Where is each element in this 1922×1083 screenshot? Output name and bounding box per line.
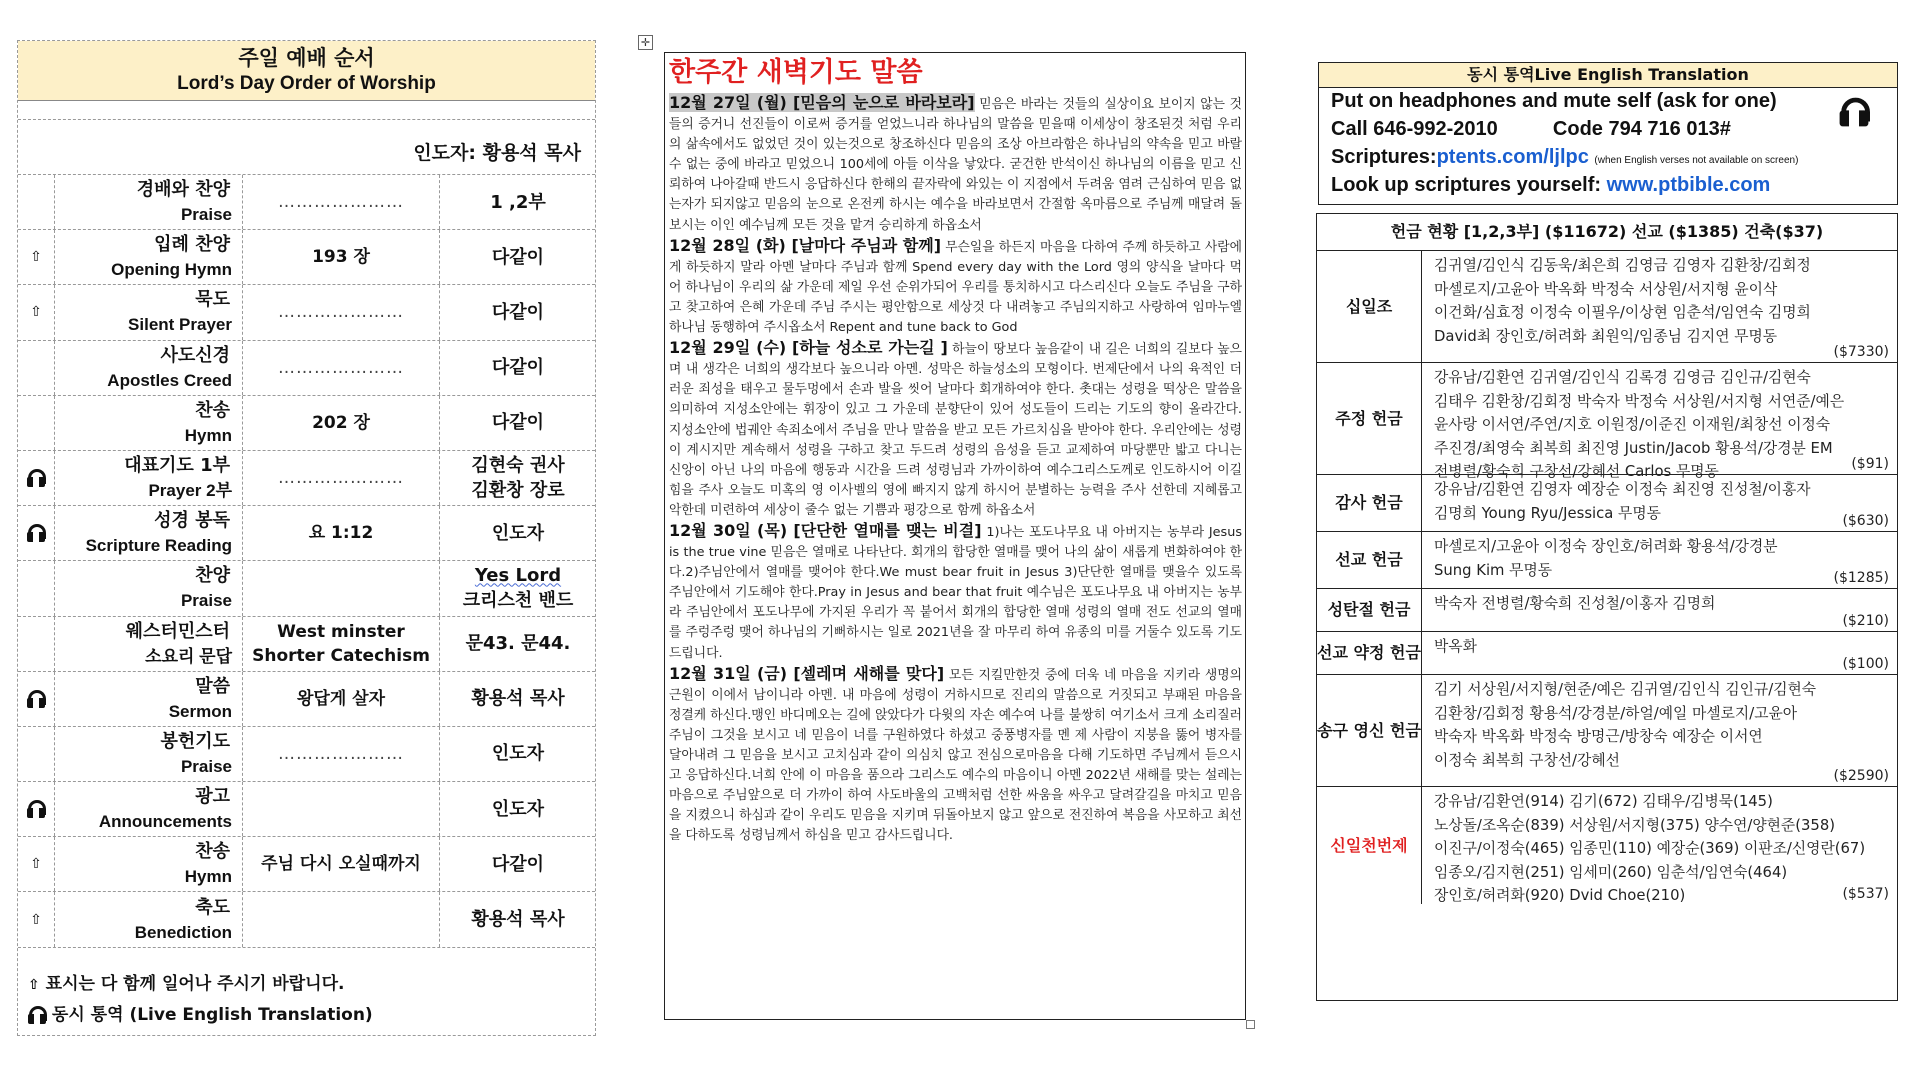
worship-item-name xyxy=(55,727,243,781)
worship-item-en: 소요리 문답 xyxy=(145,646,232,666)
offering-name-line: 마셀로지/고윤아 이정숙 장인호/허려화 황용석/강경분 xyxy=(1434,538,1778,555)
offering-amount: ($91) xyxy=(1851,456,1889,472)
translation-code: Code 794 716 013# xyxy=(1552,118,1731,140)
worship-item-en: Announcements xyxy=(98,812,232,832)
offering-row xyxy=(1317,251,1897,363)
offering-names xyxy=(1434,535,1889,582)
worship-item-en: Benediction xyxy=(134,922,232,942)
row-icon-cell xyxy=(18,285,55,339)
worship-item-name xyxy=(55,341,243,395)
live-translation-box xyxy=(1318,62,1898,205)
worship-item-en: Praise xyxy=(180,756,232,776)
offering-name-line: 이정숙 최복희 구창선/강혜선 xyxy=(1434,751,1620,769)
offering-amount: ($2590) xyxy=(1833,768,1889,784)
translation-call: Call 646-992-2010 xyxy=(1331,118,1498,140)
worship-title-en: Lord’s Day Order of Worship xyxy=(177,73,436,94)
worship-item-name xyxy=(55,892,243,946)
offering-names xyxy=(1434,592,1889,616)
worship-item-detail xyxy=(243,782,440,836)
worship-item-person xyxy=(440,782,596,836)
offering-names xyxy=(1434,478,1889,525)
worship-item-detail xyxy=(243,341,440,395)
offering-category: 신일천번제 xyxy=(1317,787,1422,904)
table-resize-handle[interactable] xyxy=(1246,1020,1255,1029)
worship-row xyxy=(18,341,595,396)
worship-item-name xyxy=(55,561,243,615)
worship-item-person xyxy=(440,561,596,615)
offering-amount: ($1285) xyxy=(1833,570,1889,586)
worship-item-person xyxy=(440,396,596,450)
worship-item-ko: 경배와 찬양 xyxy=(136,179,230,201)
prayer-days xyxy=(669,93,1242,846)
offering-category: 주정 헌금 xyxy=(1317,363,1422,474)
worship-item-en: Prayer 2부 xyxy=(148,481,232,501)
worship-detail-line: ………………… xyxy=(278,192,404,213)
worship-item-ko: 광고 xyxy=(195,786,230,808)
row-icon-cell xyxy=(18,175,55,229)
offering-name-line: 이건화/심효정 이정숙 이필우/이상현 임춘석/임연숙 김명희 xyxy=(1434,304,1811,321)
row-icon-cell xyxy=(18,341,55,395)
order-of-worship-panel xyxy=(17,40,596,1036)
offering-names xyxy=(1434,790,1889,908)
worship-item-name xyxy=(55,672,243,726)
offering-names xyxy=(1434,254,1889,348)
offering-name-line: 김귀열/김인식 김동욱/최은희 김영금 김영자 김환창/김회정 xyxy=(1434,257,1811,274)
worship-header xyxy=(18,41,595,101)
worship-person-line: Yes Lord xyxy=(474,565,562,587)
table-move-handle-icon[interactable]: ✛ xyxy=(638,35,653,50)
stand-up-icon: ⇧ xyxy=(28,977,40,993)
offering-name-line: 김명희 Young Ryu/Jessica 무명동 xyxy=(1434,504,1661,522)
worship-item-ko: 성경 봉독 xyxy=(154,510,230,532)
translation-title: 동시 통역Live English Translation xyxy=(1319,63,1897,88)
row-icon-cell xyxy=(18,451,55,505)
offering-amount: ($537) xyxy=(1842,886,1889,902)
worship-leader: 인도자: 황용석 목사 xyxy=(18,119,595,175)
offering-name-line: 김환창/김회정 황용석/강경분/하얼/예일 마셀로지/고윤아 xyxy=(1434,704,1798,722)
worship-row xyxy=(18,230,595,285)
offering-category: 성탄절 헌금 xyxy=(1317,589,1422,631)
worship-item-person xyxy=(440,892,596,946)
worship-detail-line: West minster xyxy=(277,621,405,642)
headphones-icon xyxy=(27,799,45,819)
offering-row xyxy=(1317,475,1897,532)
worship-item-ko: 묵도 xyxy=(195,289,230,311)
worship-item-detail xyxy=(243,727,440,781)
offering-name-line: David최 장인호/허려화 최원익/임종님 김지연 무명동 xyxy=(1434,327,1778,345)
worship-person-line: 1 ,2부 xyxy=(490,191,546,213)
prayer-day xyxy=(669,664,1242,847)
worship-item-ko: 입례 찬양 xyxy=(154,234,230,256)
worship-row xyxy=(18,672,595,727)
offering-table xyxy=(1316,213,1898,1001)
worship-item-person xyxy=(440,617,596,671)
offering-category: 십일조 xyxy=(1317,251,1422,362)
offering-name-line: 노상돌/조옥순(839) 서상원/서지형(375) 양수연/양현준(358) xyxy=(1434,816,1836,834)
headphones-icon xyxy=(27,468,45,488)
worship-item-en: Sermon xyxy=(168,701,232,721)
worship-item-detail xyxy=(243,561,440,615)
offering-name-line: 장인호/허려화(920) Dvid Choe(210) xyxy=(1434,887,1686,904)
worship-item-detail xyxy=(243,285,440,339)
worship-person-line: 인도자 xyxy=(491,743,545,765)
offering-row xyxy=(1317,532,1897,589)
offering-names xyxy=(1434,635,1889,659)
worship-detail-line: ………………… xyxy=(278,357,404,378)
offering-name-line: Sung Kim 무명동 xyxy=(1434,561,1553,579)
stand-up-icon: ⇧ xyxy=(30,856,42,873)
translation-line1: Put on headphones and mute self (ask for one) xyxy=(1331,90,1777,112)
worship-item-en: Scripture Reading xyxy=(85,536,232,556)
translation-call-line xyxy=(1331,118,1731,141)
headphones-icon xyxy=(27,689,45,709)
worship-item-detail xyxy=(243,617,440,671)
offering-category: 감사 헌금 xyxy=(1317,475,1422,531)
prayer-day xyxy=(669,93,1242,236)
worship-row xyxy=(18,396,595,451)
worship-item-detail xyxy=(243,230,440,284)
worship-detail-line: ………………… xyxy=(278,468,404,489)
worship-item-detail xyxy=(243,892,440,946)
worship-detail-line: ………………… xyxy=(278,743,404,764)
worship-person-line: 황용석 목사 xyxy=(471,909,565,931)
worship-row xyxy=(18,285,595,340)
worship-row xyxy=(18,727,595,782)
offering-name-line: 이진구/이정숙(465) 임종민(110) 예장순(369) 이판조/신영란(67) xyxy=(1434,840,1866,857)
worship-item-person xyxy=(440,506,596,560)
worship-person-line: 크리스천 밴드 xyxy=(462,590,574,612)
worship-item-detail xyxy=(243,837,440,891)
headphones-icon xyxy=(1840,96,1869,128)
offering-category: 송구 영신 헌금 xyxy=(1317,675,1422,786)
prayer-day-body: 믿음은 바라는 것들의 실상이요 보이지 않는 것들의 증거니 선진들이 이로써 증거를 얻었느니라 하나님의 말씀을 믿을때 이세상이 창조된것 처럼 우리의 삶속에서도 없었던 것이 있는것으로 창조하신다 믿음의 조상 아브라함은 하나님의 약속을 믿고 바랄수 없는 중에 바라고 믿었으니 100세에 아들 이삭을 낳았다. 굳건한 반석이신 하나님의 이름을 믿고 신뢰하여 나아갈때 반드시 응답하신다 한해의 끝자락에 와있는 이 지점에서 두려움 염려 근심하여 믿음 없는자가 되지않고 믿음의 눈으로 온전케 하시는 예수을 바라보면서 간절함 옥마름으로 주님께 매달려 돌보시는 이인 예수님께 모든 것을 맡겨 승리하게 하옵소서 xyxy=(669,97,1243,233)
offering-amount: ($210) xyxy=(1842,613,1889,629)
offering-name-line: 강유남/김환연 김영자 예장순 이정숙 최진영 진성철/이홍자 xyxy=(1434,481,1811,498)
worship-item-person xyxy=(440,175,596,229)
stand-up-icon: ⇧ xyxy=(30,911,42,928)
worship-person-line: 황용석 목사 xyxy=(471,688,565,710)
worship-item-detail xyxy=(243,451,440,505)
worship-item-person xyxy=(440,672,596,726)
offering-name-line: 김태우 김환창/김회정 박숙자 박정숙 서상원/서지형 서연준/예은 xyxy=(1434,392,1845,410)
worship-item-detail xyxy=(243,396,440,450)
worship-item-name xyxy=(55,506,243,560)
worship-detail-line: Shorter Catechism xyxy=(252,645,430,666)
offering-title: 헌금 현황 [1,2,3부] ($11672) 선교 ($1385) 건축($37) xyxy=(1317,214,1897,251)
offering-name-line: 강유남/김환연 김귀열/김인식 김록경 김영금 김인규/김현숙 xyxy=(1434,369,1811,386)
prayer-day xyxy=(669,338,1242,521)
prayer-day-heading: 12월 27일 (월) [믿음의 눈으로 바라보라] xyxy=(669,93,975,112)
offering-amount: ($630) xyxy=(1842,513,1889,529)
worship-item-detail xyxy=(243,672,440,726)
offering-names xyxy=(1434,366,1889,484)
worship-row xyxy=(18,837,595,892)
stand-up-icon: ⇧ xyxy=(30,249,42,266)
offering-row xyxy=(1317,675,1897,787)
worship-item-name xyxy=(55,837,243,891)
prayer-day-body: 무슨일을 하든지 마음을 다하여 주께 하듯하고 사람에게 하듯하지 말라 아멘 날마다 주님과 함께 Spend every day with the Lord 영의 양식을 날마다 먹어 하나님이 우리의 삶 가운데 제일 우선 순위가되어 우리를 통치하시고 다스리신다 오늘도 주님을 구하고 찾고하여 은혜 가운데 주님 주시는 평안함으로 세상것 다 내려놓고 주님의지하고 사랑하여 임마누엘 하나님 동행하여 주시옵소서 Repent and tune back to God xyxy=(669,239,1242,336)
worship-person-line: 인도자 xyxy=(491,798,545,820)
worship-person-line: 인도자 xyxy=(491,522,545,544)
headphones-icon xyxy=(28,1005,46,1025)
worship-item-detail xyxy=(243,506,440,560)
prayer-day-body: 1)나는 포도나무요 내 아버지는 농부라 Jesus is the true vine 믿음은 열매로 나타난다. 회개의 합당한 열매를 맺어 나의 삶이 새롭게 변화하여야 한다.2)주님안에서 열매를 맺어야 한다.We must bear fruit in Jesus 3)단단한 열매를 맺을수 있도록 주님안에서 기도해야 한다.Pray in Jesus and bear that fruit 예수님은 포도나무요 내 아버지는 농부라 주님안에서 포도나무에 가지된 우리가 꼭 붙어서 회개의 합당한 열매 성령의 열매 전도 선교의 열매를 주렁주렁 맺어 하나님의 기뻐하시는 일로 2021년을 잘 마무리 하여 유종의 미를 거둘수 있도록 기도드립니다. xyxy=(669,524,1242,661)
worship-detail-line: 주님 다시 오실때까지 xyxy=(261,854,421,875)
worship-item-name xyxy=(55,782,243,836)
row-icon-cell xyxy=(18,617,55,671)
worship-item-ko: 찬양 xyxy=(195,565,230,587)
worship-item-en: Silent Prayer xyxy=(128,315,232,335)
translation-headphones xyxy=(1845,101,1863,122)
offering-name-line: 김기 서상원/서지형/현준/예은 김귀열/김인식 김인규/김현숙 xyxy=(1434,681,1817,698)
worship-person-line: 다같이 xyxy=(491,853,545,875)
worship-person-line: 문43. 문44. xyxy=(465,633,571,655)
worship-detail-line: 202 장 xyxy=(312,412,370,433)
worship-detail-line: 193 장 xyxy=(312,247,370,268)
worship-item-ko: 대표기도 1부 xyxy=(124,455,230,477)
note-translation: 동시 통역 (Live English Translation) xyxy=(28,1000,373,1030)
offering-category: 선교 헌금 xyxy=(1317,532,1422,588)
offering-name-line: 박숙자 전병렬/황숙희 진성철/이홍자 김명희 xyxy=(1434,595,1716,612)
offering-name-line: 임종오/김지현(251) 임세미(260) 임춘석/임연숙(464) xyxy=(1434,863,1788,881)
row-icon-cell xyxy=(18,782,55,836)
offering-amount: ($7330) xyxy=(1833,344,1889,360)
worship-item-person xyxy=(440,727,596,781)
offering-name-line: 윤사랑 이서연/주연/지호 이원정/이준진 이재원/최창선 이정숙 xyxy=(1434,416,1831,433)
prayer-day-heading: 12월 30일 (목) [단단한 열매를 맺는 비결] xyxy=(669,520,982,540)
worship-item-name xyxy=(55,230,243,284)
worship-title-ko: 주일 예배 순서 xyxy=(238,46,375,70)
prayer-day xyxy=(669,236,1242,338)
worship-item-person xyxy=(440,451,596,505)
offering-name-line: 박옥화 xyxy=(1434,638,1477,655)
offering-row xyxy=(1317,787,1897,904)
worship-item-person xyxy=(440,837,596,891)
worship-item-en: Opening Hymn xyxy=(111,260,232,280)
worship-item-name xyxy=(55,285,243,339)
prayer-day xyxy=(669,521,1242,664)
worship-item-en: Hymn xyxy=(184,867,232,887)
headphones-icon xyxy=(27,523,45,543)
offering-name-line: 박숙자 박옥화 박정숙 방명근/방창숙 예장순 이서연 xyxy=(1434,728,1763,745)
worship-item-ko: 찬송 xyxy=(195,841,230,863)
prayer-day-heading: 12월 31일 (금) [셀레며 새해를 맞다] xyxy=(669,663,945,683)
offering-amount: ($100) xyxy=(1842,656,1889,672)
row-icon-cell xyxy=(18,506,55,560)
offering-category: 선교 약정 헌금 xyxy=(1317,632,1422,674)
offering-name-line: 주진경/최영숙 최복희 최진영 Justin/Jacob 황용석/강경분 EM xyxy=(1434,439,1833,457)
worship-row xyxy=(18,561,595,616)
worship-item-en: Praise xyxy=(180,591,232,611)
offering-row xyxy=(1317,589,1897,632)
row-icon-cell xyxy=(18,727,55,781)
worship-row xyxy=(18,782,595,837)
row-icon-cell xyxy=(18,561,55,615)
scriptures-link[interactable]: ptents.com/ljlpc xyxy=(1436,146,1589,168)
worship-detail-line: ………………… xyxy=(278,302,404,323)
worship-item-ko: 웨스터민스터 xyxy=(125,620,230,642)
worship-row xyxy=(18,617,595,672)
offering-name-line: 강유남/김환연(914) 김기(672) 김태우/김병묵(145) xyxy=(1434,793,1773,810)
worship-detail-line: 요 1:12 xyxy=(308,523,374,544)
translation-lookup-line: Look up scriptures yourself: www.ptbible.com xyxy=(1331,174,1771,196)
worship-row xyxy=(18,506,595,561)
worship-notes xyxy=(28,969,373,1030)
note-stand: ⇧ 표시는 다 함께 일어나 주시기 바랍니다. xyxy=(28,974,345,994)
worship-detail-line: 왕답게 살자 xyxy=(296,688,386,709)
worship-rows xyxy=(18,175,595,948)
worship-item-en: Apostles Creed xyxy=(107,370,232,390)
worship-item-ko: 사도신경 xyxy=(160,344,230,366)
worship-item-person xyxy=(440,230,596,284)
worship-person-line: 김환창 장로 xyxy=(471,480,565,502)
worship-person-line: 다같이 xyxy=(491,412,545,434)
offering-rows xyxy=(1317,251,1897,904)
worship-person-line: 다같이 xyxy=(491,246,545,268)
scriptures-note: (when English verses not available on screen) xyxy=(1594,155,1799,166)
row-icon-cell xyxy=(18,396,55,450)
offering-row xyxy=(1317,363,1897,480)
translation-scriptures-line: Scriptures:ptents.com/ljlpc (when English verses not available on screen) xyxy=(1331,146,1799,168)
stand-up-icon: ⇧ xyxy=(30,304,42,321)
prayer-title: 한주간 새벽기도 말씀 xyxy=(669,57,923,88)
worship-row xyxy=(18,892,595,947)
offering-names xyxy=(1434,678,1889,772)
offering-name-line: 전병렬/황숙희 구창선/강혜선 Carlos 무명동 xyxy=(1434,463,1719,480)
offering-name-line: 마셀로지/고윤아 박옥화 박정숙 서상원/서지형 윤이삭 xyxy=(1434,280,1778,298)
row-icon-cell xyxy=(18,892,55,946)
dawn-prayer-panel xyxy=(640,36,1246,1020)
prayer-day-body: 하늘이 땅보다 높음같이 내 길은 너희의 길보다 높으며 내 생각은 너희의 생각보다 높으니라 아멘. 성막은 하늘성소의 모형이다. 번제단에서 나의 육적인 더러운 죄성을 태우고 물두멍에서 손과 발을 씻어 날마다 회개하여야 한다. 촛대는 성령을 떡상은 말씀을 의미하여 지성소안에는 휘장이 있고 그 가운데 분향단이 있어 성도들이 드리는 기도의 향이 올라간다. 지성소안에 법궤안 속죄소에서 주님을 만나 말씀을 받고 모든 가르치심을 받아야 한다. 우리안에는 성령이 계시지만 계속해서 성령을 구하고 찾고 두드려 성령의 음성을 듣고 교제하여 마당뿐만 밟고 다니는 신앙이 아닌 나의 마음에 행동과 시간을 드려 성령님과 가까이하여 예수그리스도께로 인도하시어 이길 힘을 주사 오늘도 미혹의 영 이사벨의 영에 빠지지 않게 하시어 분별하는 능력을 주사 선한데 지혜롭고 악한데 미련하여 세상이 줄수 없는 기쁨과 평강으로 함께 하옵소서 xyxy=(669,342,1242,518)
worship-person-line: 다같이 xyxy=(491,357,545,379)
worship-item-en: Praise xyxy=(180,205,232,225)
ptbible-link[interactable]: www.ptbible.com xyxy=(1606,174,1771,196)
row-icon-cell xyxy=(18,672,55,726)
offering-row xyxy=(1317,632,1897,675)
worship-item-name xyxy=(55,175,243,229)
worship-person-line: 김현숙 권사 xyxy=(471,455,565,477)
worship-item-ko: 봉헌기도 xyxy=(160,730,230,752)
prayer-day-heading: 12월 28일 (화) [날마다 주님과 함께] xyxy=(669,235,942,255)
worship-item-ko: 말씀 xyxy=(195,675,230,697)
prayer-day-body: 모든 지킬만한것 중에 더욱 네 마음을 지키라 생명의 근원이 이에서 남이니라 아멘. 내 마음에 성령이 거하시므로 진리의 말씀으로 거짓되고 부패된 마음을 정결케 하신다.맹인 바디메오는 길에 앉았다가 다윗의 자손 예수여 나를 불쌍히 여기소서 크게 소리질러 주님이 그것을 보시고 네 믿음이 너를 구원하였다 하셨고 중풍병자를 멘 제 사람이 지붕을 뚫어 병자를 달아내려 그 믿음을 보시고 고치심과 같이 의심치 않고 전심으로마음을 다해 기도하면 주님께서 듣으시고 응답하신다.너희 안에 이 마음을 품으라 그리스도 예수의 마음이니 아멘 2022년 새해를 맞는 설레는 마음으로 주님앞으로 더 가까이 하여 사도바울의 고백처럼 선한 싸움을 싸우고 달려갈길을 마치고 믿음을 지켰으니 하심과 같이 우리도 믿음을 지키며 뒤돌아보지 않고 앞으로 전진하여 복음을 사모하고 최선을 다하도록 성령님께서 하심을 믿고 감사드립니다. xyxy=(669,667,1242,844)
worship-item-person xyxy=(440,285,596,339)
row-icon-cell xyxy=(18,230,55,284)
worship-item-en: Hymn xyxy=(184,425,232,445)
worship-row xyxy=(18,451,595,506)
prayer-day-heading: 12월 29일 (수) [하늘 성소로 가는길 ] xyxy=(669,338,948,358)
worship-item-name xyxy=(55,617,243,671)
row-icon-cell xyxy=(18,837,55,891)
worship-item-ko: 찬송 xyxy=(195,399,230,421)
worship-item-name xyxy=(55,451,243,505)
worship-row xyxy=(18,175,595,230)
worship-person-line: 다같이 xyxy=(491,301,545,323)
worship-item-name xyxy=(55,396,243,450)
worship-item-person xyxy=(440,341,596,395)
worship-item-ko: 축도 xyxy=(195,896,230,918)
worship-item-detail xyxy=(243,175,440,229)
